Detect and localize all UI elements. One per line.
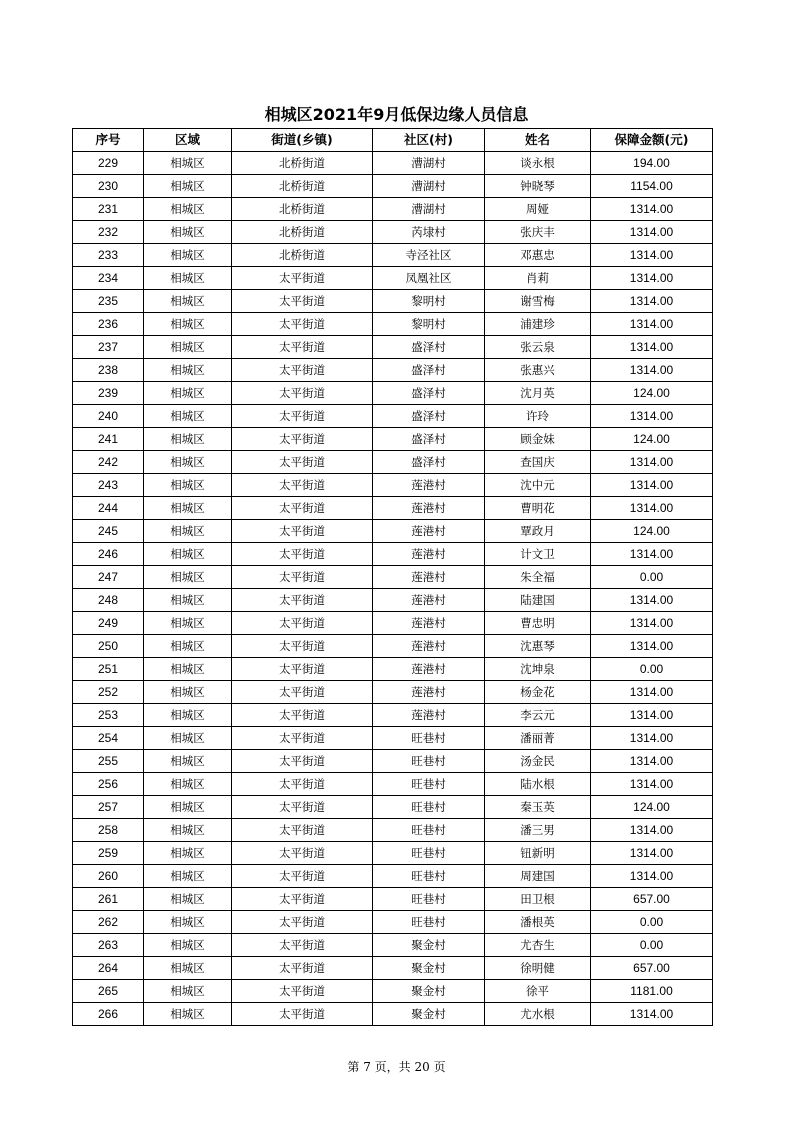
cell-amount: 1154.00	[591, 175, 713, 198]
cell-name: 李云元	[485, 704, 591, 727]
cell-no: 238	[73, 359, 144, 382]
cell-district: 相城区	[144, 175, 232, 198]
table-row	[73, 336, 713, 359]
table-row	[73, 497, 713, 520]
cell-no: 244	[73, 497, 144, 520]
cell-street: 太平街道	[232, 773, 373, 796]
cell-district: 相城区	[144, 681, 232, 704]
cell-street: 北桥街道	[232, 198, 373, 221]
cell-district: 相城区	[144, 336, 232, 359]
table-row	[73, 750, 713, 773]
cell-amount: 1314.00	[591, 405, 713, 428]
cell-street: 太平街道	[232, 267, 373, 290]
cell-district: 相城区	[144, 934, 232, 957]
cell-amount: 1314.00	[591, 290, 713, 313]
cell-no: 258	[73, 819, 144, 842]
cell-amount: 1314.00	[591, 221, 713, 244]
cell-community: 漕湖村	[373, 152, 485, 175]
cell-community: 盛泽村	[373, 451, 485, 474]
cell-amount: 1314.00	[591, 313, 713, 336]
cell-street: 太平街道	[232, 957, 373, 980]
cell-community: 莲港村	[373, 589, 485, 612]
cell-street: 太平街道	[232, 359, 373, 382]
cell-district: 相城区	[144, 704, 232, 727]
cell-community: 漕湖村	[373, 198, 485, 221]
cell-street: 太平街道	[232, 520, 373, 543]
cell-amount: 1314.00	[591, 336, 713, 359]
cell-community: 旺巷村	[373, 773, 485, 796]
cell-amount: 1314.00	[591, 244, 713, 267]
cell-street: 太平街道	[232, 865, 373, 888]
table-row	[73, 658, 713, 681]
cell-amount: 1314.00	[591, 681, 713, 704]
cell-amount: 124.00	[591, 520, 713, 543]
cell-no: 255	[73, 750, 144, 773]
cell-name: 张庆丰	[485, 221, 591, 244]
cell-amount: 1314.00	[591, 267, 713, 290]
cell-no: 262	[73, 911, 144, 934]
cell-community: 莲港村	[373, 635, 485, 658]
cell-community: 旺巷村	[373, 727, 485, 750]
cell-community: 黎明村	[373, 290, 485, 313]
cell-name: 许玲	[485, 405, 591, 428]
cell-no: 245	[73, 520, 144, 543]
column-header-street: 街道(乡镇)	[232, 129, 373, 152]
cell-no: 237	[73, 336, 144, 359]
cell-district: 相城区	[144, 474, 232, 497]
cell-district: 相城区	[144, 911, 232, 934]
cell-community: 莲港村	[373, 543, 485, 566]
cell-street: 太平街道	[232, 566, 373, 589]
cell-no: 253	[73, 704, 144, 727]
table-row	[73, 842, 713, 865]
cell-street: 太平街道	[232, 681, 373, 704]
table-header-row	[73, 129, 713, 152]
cell-district: 相城区	[144, 773, 232, 796]
cell-community: 盛泽村	[373, 428, 485, 451]
cell-no: 229	[73, 152, 144, 175]
cell-no: 265	[73, 980, 144, 1003]
cell-street: 太平街道	[232, 589, 373, 612]
cell-community: 旺巷村	[373, 750, 485, 773]
cell-street: 太平街道	[232, 980, 373, 1003]
cell-street: 太平街道	[232, 474, 373, 497]
cell-street: 太平街道	[232, 497, 373, 520]
cell-community: 莲港村	[373, 658, 485, 681]
cell-district: 相城区	[144, 520, 232, 543]
table-row	[73, 1003, 713, 1026]
cell-amount: 194.00	[591, 152, 713, 175]
cell-name: 潘三男	[485, 819, 591, 842]
cell-name: 潘根英	[485, 911, 591, 934]
cell-no: 247	[73, 566, 144, 589]
column-header-no: 序号	[73, 129, 144, 152]
cell-street: 太平街道	[232, 727, 373, 750]
cell-community: 莲港村	[373, 566, 485, 589]
cell-community: 旺巷村	[373, 796, 485, 819]
cell-name: 查国庆	[485, 451, 591, 474]
cell-district: 相城区	[144, 635, 232, 658]
table-row	[73, 957, 713, 980]
cell-name: 周娅	[485, 198, 591, 221]
cell-district: 相城区	[144, 359, 232, 382]
cell-district: 相城区	[144, 796, 232, 819]
cell-district: 相城区	[144, 313, 232, 336]
table-row	[73, 796, 713, 819]
cell-no: 235	[73, 290, 144, 313]
cell-community: 凤凰社区	[373, 267, 485, 290]
cell-name: 周建国	[485, 865, 591, 888]
cell-no: 236	[73, 313, 144, 336]
cell-district: 相城区	[144, 198, 232, 221]
table-row	[73, 819, 713, 842]
cell-district: 相城区	[144, 589, 232, 612]
cell-street: 太平街道	[232, 543, 373, 566]
cell-community: 聚金村	[373, 980, 485, 1003]
cell-no: 242	[73, 451, 144, 474]
cell-no: 254	[73, 727, 144, 750]
cell-no: 241	[73, 428, 144, 451]
cell-name: 计文卫	[485, 543, 591, 566]
cell-street: 太平街道	[232, 888, 373, 911]
cell-community: 莲港村	[373, 612, 485, 635]
cell-street: 太平街道	[232, 405, 373, 428]
cell-street: 太平街道	[232, 635, 373, 658]
cell-name: 汤金民	[485, 750, 591, 773]
cell-no: 240	[73, 405, 144, 428]
cell-amount: 1314.00	[591, 198, 713, 221]
cell-name: 曹明花	[485, 497, 591, 520]
cell-community: 盛泽村	[373, 336, 485, 359]
cell-community: 芮埭村	[373, 221, 485, 244]
cell-name: 尤杏生	[485, 934, 591, 957]
table-row	[73, 290, 713, 313]
cell-community: 聚金村	[373, 1003, 485, 1026]
cell-name: 沈月英	[485, 382, 591, 405]
cell-amount: 0.00	[591, 566, 713, 589]
table-row	[73, 313, 713, 336]
table-row	[73, 888, 713, 911]
cell-amount: 1314.00	[591, 1003, 713, 1026]
table-row	[73, 589, 713, 612]
cell-community: 旺巷村	[373, 888, 485, 911]
cell-amount: 1314.00	[591, 359, 713, 382]
cell-name: 陆建国	[485, 589, 591, 612]
cell-no: 243	[73, 474, 144, 497]
cell-street: 太平街道	[232, 750, 373, 773]
cell-no: 233	[73, 244, 144, 267]
cell-name: 钟晓琴	[485, 175, 591, 198]
cell-name: 陆水根	[485, 773, 591, 796]
cell-amount: 0.00	[591, 934, 713, 957]
table-row	[73, 635, 713, 658]
cell-district: 相城区	[144, 1003, 232, 1026]
cell-community: 旺巷村	[373, 865, 485, 888]
cell-name: 顾金妹	[485, 428, 591, 451]
cell-district: 相城区	[144, 497, 232, 520]
cell-community: 聚金村	[373, 957, 485, 980]
cell-district: 相城区	[144, 842, 232, 865]
cell-street: 太平街道	[232, 842, 373, 865]
cell-community: 莲港村	[373, 520, 485, 543]
table-row	[73, 704, 713, 727]
cell-street: 北桥街道	[232, 175, 373, 198]
cell-community: 盛泽村	[373, 405, 485, 428]
cell-no: 264	[73, 957, 144, 980]
table-row	[73, 152, 713, 175]
cell-amount: 1314.00	[591, 773, 713, 796]
cell-community: 莲港村	[373, 681, 485, 704]
cell-community: 旺巷村	[373, 911, 485, 934]
cell-district: 相城区	[144, 543, 232, 566]
cell-no: 266	[73, 1003, 144, 1026]
cell-name: 徐平	[485, 980, 591, 1003]
cell-no: 234	[73, 267, 144, 290]
cell-name: 徐明健	[485, 957, 591, 980]
cell-street: 太平街道	[232, 451, 373, 474]
cell-name: 邓惠忠	[485, 244, 591, 267]
cell-no: 257	[73, 796, 144, 819]
table-row	[73, 405, 713, 428]
column-header-name: 姓名	[485, 129, 591, 152]
cell-no: 248	[73, 589, 144, 612]
cell-no: 239	[73, 382, 144, 405]
cell-district: 相城区	[144, 152, 232, 175]
cell-street: 太平街道	[232, 819, 373, 842]
cell-name: 沈中元	[485, 474, 591, 497]
cell-community: 莲港村	[373, 497, 485, 520]
page-footer: 第 7 页，共 20 页	[347, 1060, 446, 1074]
cell-amount: 1314.00	[591, 589, 713, 612]
table-row	[73, 865, 713, 888]
table-row	[73, 911, 713, 934]
table-row	[73, 520, 713, 543]
data-table	[72, 128, 713, 1026]
cell-street: 太平街道	[232, 934, 373, 957]
table-row	[73, 980, 713, 1003]
cell-amount: 1314.00	[591, 497, 713, 520]
cell-street: 太平街道	[232, 1003, 373, 1026]
column-header-community: 社区(村)	[373, 129, 485, 152]
cell-name: 潘丽菁	[485, 727, 591, 750]
cell-name: 谢雪梅	[485, 290, 591, 313]
cell-name: 秦玉英	[485, 796, 591, 819]
cell-district: 相城区	[144, 221, 232, 244]
cell-amount: 1314.00	[591, 704, 713, 727]
cell-district: 相城区	[144, 865, 232, 888]
cell-amount: 0.00	[591, 658, 713, 681]
cell-street: 太平街道	[232, 704, 373, 727]
cell-community: 旺巷村	[373, 842, 485, 865]
cell-no: 256	[73, 773, 144, 796]
cell-no: 263	[73, 934, 144, 957]
cell-amount: 1314.00	[591, 842, 713, 865]
cell-name: 肖莉	[485, 267, 591, 290]
cell-no: 249	[73, 612, 144, 635]
table-row	[73, 727, 713, 750]
cell-community: 莲港村	[373, 704, 485, 727]
cell-district: 相城区	[144, 382, 232, 405]
table-row	[73, 382, 713, 405]
cell-street: 北桥街道	[232, 221, 373, 244]
table-row	[73, 175, 713, 198]
cell-street: 北桥街道	[232, 244, 373, 267]
cell-name: 浦建珍	[485, 313, 591, 336]
cell-amount: 1314.00	[591, 451, 713, 474]
cell-street: 太平街道	[232, 428, 373, 451]
cell-district: 相城区	[144, 957, 232, 980]
table-row	[73, 428, 713, 451]
cell-street: 太平街道	[232, 382, 373, 405]
table-row	[73, 681, 713, 704]
table-row	[73, 773, 713, 796]
cell-district: 相城区	[144, 750, 232, 773]
cell-name: 钮新明	[485, 842, 591, 865]
table-body	[73, 152, 713, 1026]
cell-street: 太平街道	[232, 313, 373, 336]
cell-community: 盛泽村	[373, 359, 485, 382]
cell-street: 太平街道	[232, 336, 373, 359]
cell-district: 相城区	[144, 658, 232, 681]
column-header-district: 区域	[144, 129, 232, 152]
cell-name: 田卫根	[485, 888, 591, 911]
cell-amount: 1314.00	[591, 635, 713, 658]
cell-no: 259	[73, 842, 144, 865]
table-row	[73, 221, 713, 244]
cell-street: 太平街道	[232, 796, 373, 819]
cell-street: 北桥街道	[232, 152, 373, 175]
table-row	[73, 543, 713, 566]
cell-amount: 1314.00	[591, 865, 713, 888]
cell-no: 230	[73, 175, 144, 198]
cell-community: 黎明村	[373, 313, 485, 336]
cell-amount: 0.00	[591, 911, 713, 934]
cell-amount: 657.00	[591, 957, 713, 980]
cell-district: 相城区	[144, 405, 232, 428]
cell-name: 沈惠琴	[485, 635, 591, 658]
cell-name: 沈坤泉	[485, 658, 591, 681]
cell-amount: 657.00	[591, 888, 713, 911]
cell-district: 相城区	[144, 244, 232, 267]
cell-name: 谈永根	[485, 152, 591, 175]
cell-no: 232	[73, 221, 144, 244]
cell-amount: 1314.00	[591, 727, 713, 750]
cell-no: 260	[73, 865, 144, 888]
table-row	[73, 359, 713, 382]
cell-community: 聚金村	[373, 934, 485, 957]
cell-amount: 1181.00	[591, 980, 713, 1003]
cell-amount: 1314.00	[591, 474, 713, 497]
cell-district: 相城区	[144, 290, 232, 313]
cell-amount: 1314.00	[591, 612, 713, 635]
cell-district: 相城区	[144, 980, 232, 1003]
cell-amount: 1314.00	[591, 543, 713, 566]
table-row	[73, 566, 713, 589]
cell-no: 231	[73, 198, 144, 221]
table-row	[73, 244, 713, 267]
column-header-amount: 保障金额(元)	[591, 129, 713, 152]
page-title: 相城区2021年9月低保边缘人员信息	[264, 105, 529, 124]
cell-district: 相城区	[144, 566, 232, 589]
cell-district: 相城区	[144, 428, 232, 451]
cell-street: 太平街道	[232, 290, 373, 313]
cell-district: 相城区	[144, 888, 232, 911]
cell-street: 太平街道	[232, 911, 373, 934]
cell-community: 莲港村	[373, 474, 485, 497]
table-row	[73, 474, 713, 497]
cell-no: 261	[73, 888, 144, 911]
cell-name: 张云泉	[485, 336, 591, 359]
cell-name: 尤水根	[485, 1003, 591, 1026]
cell-name: 覃政月	[485, 520, 591, 543]
cell-district: 相城区	[144, 267, 232, 290]
cell-district: 相城区	[144, 819, 232, 842]
cell-community: 盛泽村	[373, 382, 485, 405]
cell-district: 相城区	[144, 727, 232, 750]
cell-community: 漕湖村	[373, 175, 485, 198]
table-row	[73, 612, 713, 635]
cell-district: 相城区	[144, 451, 232, 474]
cell-name: 张惠兴	[485, 359, 591, 382]
cell-no: 251	[73, 658, 144, 681]
table-row	[73, 267, 713, 290]
cell-street: 太平街道	[232, 658, 373, 681]
table-row	[73, 451, 713, 474]
cell-name: 曹忠明	[485, 612, 591, 635]
cell-street: 太平街道	[232, 612, 373, 635]
cell-amount: 1314.00	[591, 819, 713, 842]
cell-name: 杨金花	[485, 681, 591, 704]
cell-amount: 124.00	[591, 796, 713, 819]
cell-name: 朱全福	[485, 566, 591, 589]
cell-amount: 124.00	[591, 428, 713, 451]
table-row	[73, 934, 713, 957]
cell-community: 旺巷村	[373, 819, 485, 842]
cell-district: 相城区	[144, 612, 232, 635]
cell-no: 252	[73, 681, 144, 704]
cell-amount: 124.00	[591, 382, 713, 405]
cell-community: 寺泾社区	[373, 244, 485, 267]
cell-no: 246	[73, 543, 144, 566]
cell-amount: 1314.00	[591, 750, 713, 773]
cell-no: 250	[73, 635, 144, 658]
table-row	[73, 198, 713, 221]
